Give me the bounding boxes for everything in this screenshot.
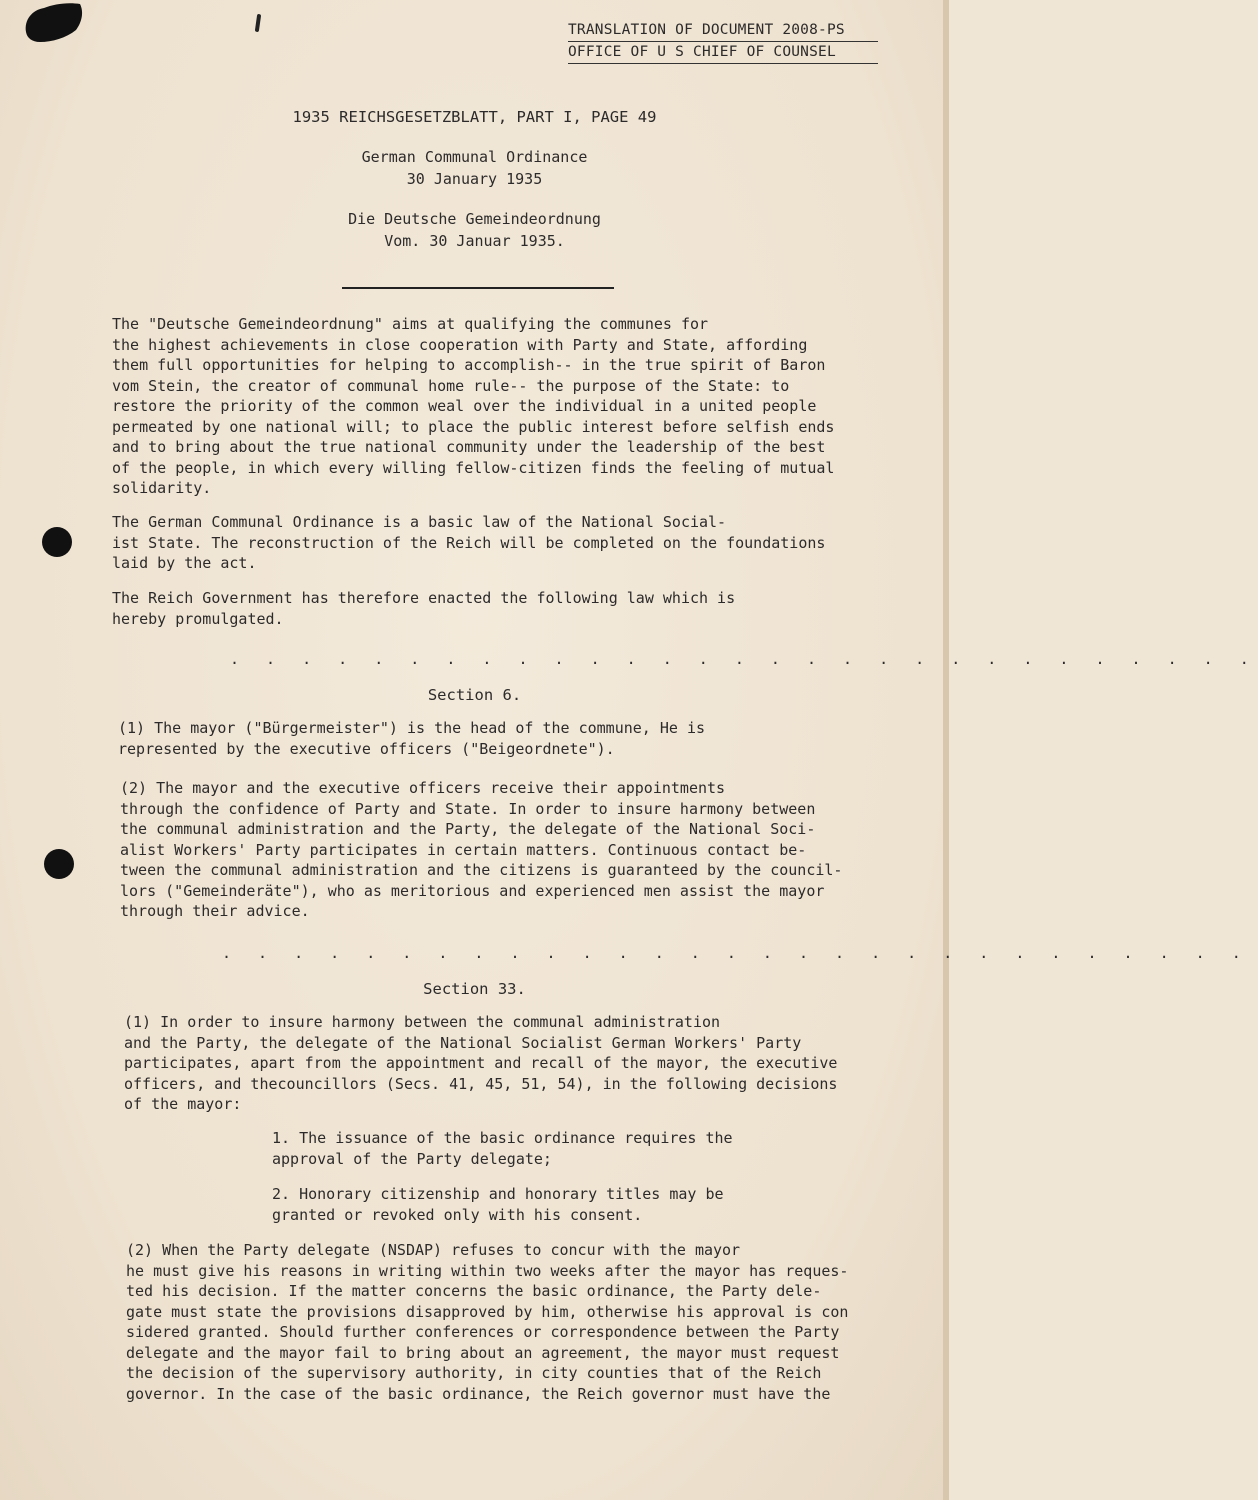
title-divider — [342, 287, 614, 289]
citation-title: 1935 REICHSGESETZBLATT, PART I, PAGE 49 — [292, 108, 657, 126]
english-title-block — [0, 146, 949, 190]
german-title-block — [0, 208, 949, 252]
section-33-heading: Section 33. — [423, 980, 526, 998]
stamp-line-2: OFFICE OF U S CHIEF OF COUNSEL — [568, 42, 878, 64]
dotted-separator: . . . . . . . . . . . . . . . . . . . . . . . . . . . . . — [230, 650, 1258, 668]
section-6-heading: Section 6. — [427, 686, 522, 704]
punch-hole-icon — [42, 527, 72, 557]
ink-mark — [255, 14, 261, 32]
translation-stamp — [568, 20, 878, 64]
section-33-paragraph-2: (2) When the Party delegate (NSDAP) refuses to concur with the mayor he must give his reasons in writing within two weeks after the mayor has reques- ted his decision. If the matter concerns the basic ordinance, the Party dele- gate must state the provisions disapproved by him, otherwise his approval is con sidered granted. Should further conferences or correspondence between the Party delegate and the mayor fail to bring about an agreement, the mayor must request the decision of the supervisory authority, in city counties that of the Reich governor. In the case of the basic ordinance, the Reich governor must have the — [126, 1241, 849, 1403]
section-33-list-item: 2. Honorary citizenship and honorary titles may be granted or revoked only with his consent. — [272, 1185, 724, 1224]
section-33-list-item: 1. The issuance of the basic ordinance requires the approval of the Party delegate; — [272, 1129, 733, 1168]
dotted-separator: . . . . . . . . . . . . . . . . . . . . . . . . . . . . . — [222, 944, 1250, 962]
stamp-line-1: TRANSLATION OF DOCUMENT 2008-PS — [568, 20, 878, 42]
english-date: 30 January 1935 — [406, 170, 543, 188]
german-title: Die Deutsche Gemeindeordnung — [348, 210, 601, 228]
preamble-paragraph-3: The Reich Government has therefore enacted the following law which is hereby promulgated. — [112, 589, 736, 628]
section-6-paragraph-1: (1) The mayor ("Bürgermeister") is the head of the commune, He is represented by the executive officers ("Beigeordnete"). — [118, 719, 705, 758]
punch-hole-icon — [44, 849, 74, 879]
english-title: German Communal Ordinance — [361, 148, 588, 166]
section-33-paragraph-1: (1) In order to insure harmony between the communal administration and the Party, the delegate of the National Socialist German Workers' Party participates, apart from the appointment and recall of the mayor, the executive officers, and thecouncillors (Secs. 41, 45, 51, 54), in the following decisions of the mayor: — [124, 1013, 838, 1113]
german-date: Vom. 30 Januar 1935. — [384, 232, 565, 250]
preamble-paragraph-1: The "Deutsche Gemeindeordnung" aims at qualifying the communes for the highest achievements in close cooperation with Party and State, affording them full opportunities for helping to accomplish-- in the true spirit of Baron vom Stein, the creator of communal home rule-- the purpose of the State: to restore the priority of the common weal over the individual in a united people permeated by one national will; to place the public interest before selfish ends and to bring about the true national community under the leadership of the best of the people, in which every willing fellow-citizen finds the feeling of mutual solidarity. — [112, 315, 835, 497]
ink-blot — [22, 2, 86, 44]
preamble-paragraph-2: The German Communal Ordinance is a basic law of the National Social- ist State. The reconstruction of the Reich will be completed on the foundations laid by the act. — [112, 513, 826, 572]
section-6-paragraph-2: (2) The mayor and the executive officers receive their appointments through the confidence of Party and State. In order to insure harmony between the communal administration and the Party, the delegate of the National Soci- alist Workers' Party participates in certain matters. Continuous contact be- tween the communal administration and the citizens is guaranteed by the council- lors ("Gemeinderäte"), who as meritorious and experienced men assist the mayor through their advice. — [120, 779, 843, 920]
